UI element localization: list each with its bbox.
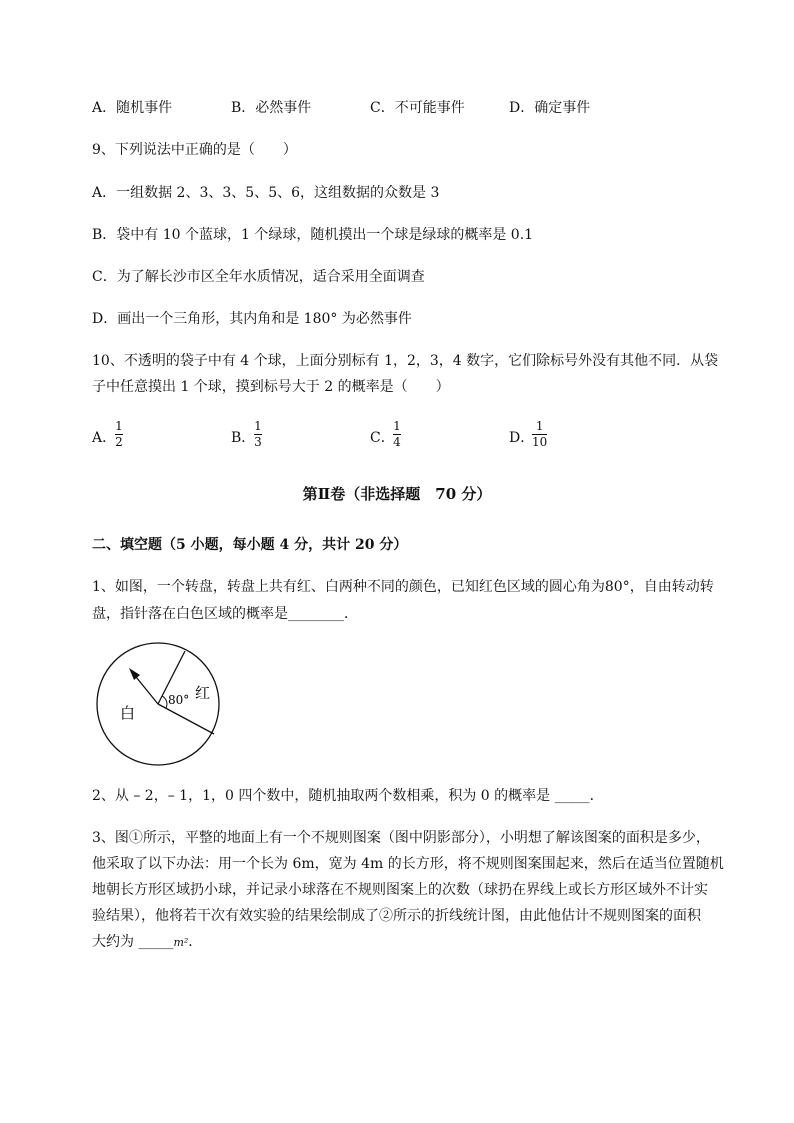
q10-option-c-fraction [393, 420, 401, 449]
q8-option-c-letter: C． [370, 100, 395, 116]
fill1-line2-end: ． [344, 606, 358, 622]
q10-option-d-letter: D． [509, 430, 535, 446]
q8-option-d-letter: D． [509, 100, 535, 116]
fill3-end: ． [188, 934, 203, 950]
q10-option-a-fraction [115, 420, 123, 449]
part2-title: 第Ⅱ卷（非选择题 70 分） [302, 485, 492, 503]
red-sector-boundary-lower [158, 704, 214, 734]
q8-option-a-text: 随机事件 [116, 100, 173, 116]
q10-option-b-fraction [254, 420, 262, 449]
fill3-answer-blank[interactable]: _____ [138, 934, 174, 950]
q8-option-b-letter: B． [231, 100, 256, 116]
fill3-line5-text: 大约为 [92, 934, 139, 950]
q9-option-b: B．袋中有 10 个蓝球，1 个绿球，随机摸出一个球是绿球的概率是 0.1 [92, 227, 534, 243]
q10-option-d-denominator: 10 [532, 435, 548, 449]
q8-option-c-text: 不可能事件 [394, 100, 465, 116]
red-region-label: 红 [195, 684, 211, 702]
fill3-line2: 他采取了以下办法：用一个长为 6m，宽为 4m 的长方形，将不规则图案围起来，然后在适当位置随机 [92, 856, 724, 872]
q8-option-d [509, 98, 590, 118]
q10-option-b-denominator: 3 [254, 435, 262, 449]
q8-option-a-letter: A． [92, 100, 117, 116]
spinner-figure [92, 642, 232, 772]
q10-option-c-numerator: 1 [393, 419, 401, 433]
q8-option-c [370, 98, 465, 118]
fill2-line [92, 786, 604, 806]
q10-stem-line1: 10、不透明的袋子中有 4 个球，上面分别标有 1，2，3，4 数字，它们除标号外没有其他不同．从袋 [92, 353, 719, 369]
q10-option-b-numerator: 1 [254, 419, 262, 433]
fill1-answer-blank[interactable]: ________ [288, 606, 344, 622]
q10-option-b-letter: B． [231, 430, 256, 446]
q9-stem: 9、下列说法中正确的是（ ） [92, 142, 297, 158]
fill2-answer-blank[interactable]: _____ [554, 788, 590, 804]
q10-option-c-letter: C． [370, 430, 395, 446]
fill1-line1: 1、如图，一个转盘，转盘上共有红、白两种不同的颜色，已知红色区域的圆心角为80°，自由转动转 [92, 579, 714, 595]
q10-option-d-numerator: 1 [535, 419, 544, 433]
fill1-line2 [92, 604, 358, 624]
fill1-line2-text: 盘，指针落在白色区域的概率是 [92, 606, 288, 622]
q10-option-a-letter: A． [92, 430, 117, 446]
fill3-unit: m² [173, 936, 189, 949]
pointer-arrowhead [129, 668, 140, 680]
q10-option-d-fraction [532, 420, 547, 449]
q10-option-c-denominator: 4 [393, 435, 401, 449]
section2-heading: 二、填空题（5 小题，每小题 4 分，共计 20 分） [92, 537, 408, 553]
fill3-line3: 地朝长方形区域扔小球，并记录小球落在不规则图案上的次数（球扔在界线上或长方形区域外不计实 [92, 882, 708, 898]
angle-label: 80° [168, 693, 190, 707]
q10-stem-line2: 子中任意摸出 1 个球，摸到标号大于 2 的概率是（ ） [92, 379, 450, 395]
fill3-line5 [92, 932, 202, 953]
q9-option-a: A．一组数据 2、3、3、5、5、6，这组数据的众数是 3 [92, 185, 440, 201]
q10-option-a-numerator: 1 [115, 419, 123, 433]
q9-option-c: C．为了解长沙市区全年水质情况，适合采用全面调查 [92, 269, 425, 285]
fill3-line4: 验结果），他将若干次有效实验的结果绘制成了②所示的折线统计图，由此他估计不规则图案的面积 [92, 908, 701, 924]
q8-option-b-text: 必然事件 [255, 100, 312, 116]
fill2-end: ． [589, 788, 604, 804]
q8-option-b [231, 98, 311, 118]
q9-option-d: D．画出一个三角形，其内角和是 180° 为必然事件 [92, 311, 412, 327]
q8-option-d-text: 确定事件 [534, 100, 591, 116]
white-region-label: 白 [120, 704, 136, 722]
q10-option-a-denominator: 2 [115, 435, 123, 449]
fill2-text: 2、从 – 2，– 1，1，0 四个数中，随机抽取两个数相乘，积为 0 的概率是 [92, 788, 555, 804]
fill3-line1: 3、图①所示，平整的地面上有一个不规则图案（图中阴影部分），小明想了解该图案的面积是多少， [92, 830, 710, 846]
q8-option-a [92, 98, 172, 118]
